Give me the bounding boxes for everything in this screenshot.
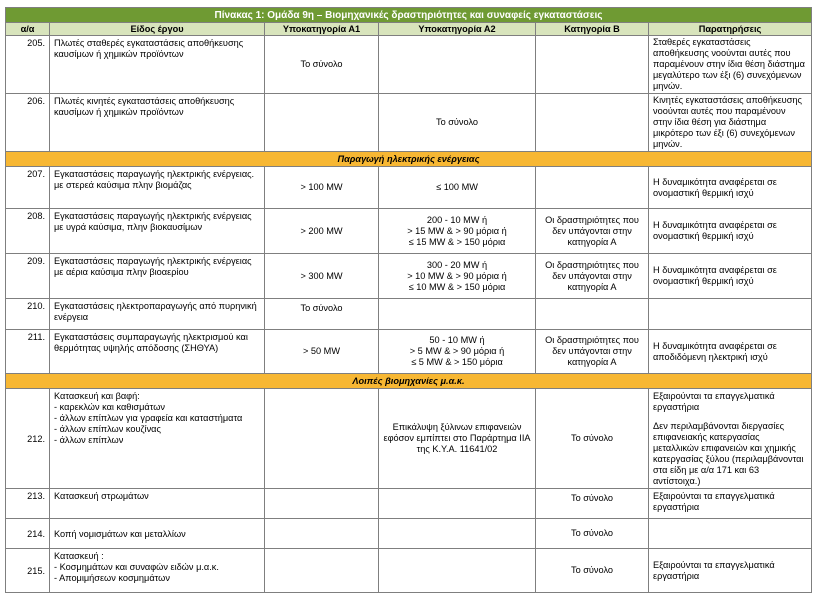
desc-line: - άλλων επίπλων κουζίνας bbox=[54, 424, 161, 434]
project-type: Πλωτές σταθερές εγκαταστάσεις αποθήκευσης καυσίμων ή χημικών προϊόντων bbox=[50, 36, 265, 94]
desc-line: - άλλων επίπλων bbox=[54, 435, 124, 445]
cat-b bbox=[536, 299, 649, 330]
subcat-a2: Επικάλυψη ξύλινων επιφανειών εφόσον εμπίπτει στο Παράρτημα ΙΙΑ της Κ.Υ.Α. 11641/02 bbox=[379, 389, 536, 489]
section-row-energy bbox=[6, 152, 812, 167]
table-row bbox=[6, 209, 812, 254]
table-row bbox=[6, 94, 812, 152]
table-row bbox=[6, 167, 812, 209]
cat-b: Οι δραστηριότητες που δεν υπάγονται στην κατηγορία Α bbox=[536, 254, 649, 299]
remark-line: Δεν περιλαμβάνονται διεργασίες επιφανειακής κατεργασίας μεταλλικών επιφανειών και χημικής κατεργασίας ξύλου (περιλαμβάνονται στα είδη με α/α 171 και 63 αντίστοιχα.) bbox=[653, 421, 804, 486]
cat-b: Το σύνολο bbox=[536, 389, 649, 489]
subcat-a2 bbox=[379, 299, 536, 330]
table-row bbox=[6, 330, 812, 374]
table-container bbox=[5, 7, 812, 593]
row-number: 207. bbox=[6, 167, 50, 209]
a2-line: > 5 MW & > 90 μόρια ή bbox=[409, 346, 505, 356]
col-header-a1: Υποκατηγορία Α1 bbox=[265, 23, 379, 36]
remarks: Η δυναμικότητα αναφέρεται σε ονομαστική θερμική ισχύ bbox=[649, 254, 812, 299]
desc-line: - άλλων επίπλων για γραφεία και καταστήματα bbox=[54, 413, 243, 423]
cat-b: Οι δραστηριότητες που δεν υπάγονται στην κατηγορία Α bbox=[536, 209, 649, 254]
section-title: Λοιπές βιομηχανίες μ.α.κ. bbox=[6, 374, 812, 389]
table-row bbox=[6, 254, 812, 299]
project-type: Εγκαταστάσεις ηλεκτροπαραγωγής από πυρηνική ενέργεια bbox=[50, 299, 265, 330]
row-number: 215. bbox=[6, 549, 50, 593]
header-row bbox=[6, 23, 812, 36]
col-header-b: Κατηγορία Β bbox=[536, 23, 649, 36]
subcat-a1: Το σύνολο bbox=[265, 299, 379, 330]
remarks bbox=[649, 299, 812, 330]
cat-b: Το σύνολο bbox=[536, 489, 649, 519]
table-row bbox=[6, 36, 812, 94]
project-type bbox=[50, 549, 265, 593]
row-number: 214. bbox=[6, 519, 50, 549]
table-row bbox=[6, 549, 812, 593]
desc-line: - Απομιμήσεων κοσμημάτων bbox=[54, 573, 170, 583]
cat-b bbox=[536, 36, 649, 94]
remarks: Εξαιρούνται τα επαγγελματικά εργαστήρια bbox=[649, 549, 812, 593]
subcat-a1 bbox=[265, 519, 379, 549]
table-title-row bbox=[6, 8, 812, 23]
remarks: Εξαιρούνται τα επαγγελματικά εργαστήρια bbox=[649, 489, 812, 519]
subcat-a2 bbox=[379, 167, 536, 209]
subcat-a1: > 50 MW bbox=[265, 330, 379, 374]
subcat-a2 bbox=[379, 254, 536, 299]
a2-line: ≤ 15 MW & > 150 μόρια bbox=[408, 236, 506, 247]
table-row bbox=[6, 519, 812, 549]
subcat-a1 bbox=[265, 489, 379, 519]
subcat-a2 bbox=[379, 36, 536, 94]
col-header-type: Είδος έργου bbox=[50, 23, 265, 36]
subcat-a2: Το σύνολο bbox=[379, 94, 536, 152]
subcat-a1 bbox=[265, 549, 379, 593]
a2-line: 50 - 10 MW ή bbox=[429, 335, 485, 345]
remarks bbox=[649, 519, 812, 549]
table-row bbox=[6, 299, 812, 330]
desc-line: - καρεκλών και καθισμάτων bbox=[54, 402, 165, 412]
remarks: Κινητές εγκαταστάσεις αποθήκευσης νοούνται αυτές που παραμένουν στην ίδια θέση για διάστημα μικρότερο των έξι (6) συνεχόμενων μηνών. bbox=[649, 94, 812, 152]
col-header-num: α/α bbox=[6, 23, 50, 36]
subcat-a1: > 100 MW bbox=[265, 167, 379, 209]
remarks: Η δυναμικότητα αναφέρεται σε αποδιδόμενη ηλεκτρική ισχύ bbox=[649, 330, 812, 374]
remarks: Η δυναμικότητα αναφέρεται σε ονομαστική θερμική ισχύ bbox=[649, 209, 812, 254]
project-type: Εγκαταστάσεις παραγωγής ηλεκτρικής ενέργειας με υγρά καύσιμα, πλην βιοκαυσίμων bbox=[50, 209, 265, 254]
table-title: Πίνακας 1: Ομάδα 9η – Βιομηχανικές δραστηριότητες και συναφείς εγκαταστάσεις bbox=[6, 8, 812, 23]
a2-line: ≤ 100 MW bbox=[436, 182, 478, 192]
remarks: Σταθερές εγκαταστάσεις αποθήκευσης νοούνται αυτές που παραμένουν στην ίδια θέση διάστημα μεγαλύτερο των έξι (6) συνεχόμενων μηνών. bbox=[649, 36, 812, 94]
row-number: 213. bbox=[6, 489, 50, 519]
subcat-a1 bbox=[265, 94, 379, 152]
row-number: 211. bbox=[6, 330, 50, 374]
subcat-a1: > 300 MW bbox=[265, 254, 379, 299]
a2-line: > 10 MW & > 90 μόρια ή bbox=[407, 270, 507, 281]
a2-line: 300 - 20 MW ή bbox=[426, 259, 488, 270]
cat-b: Το σύνολο bbox=[536, 549, 649, 593]
project-type: Πλωτές κινητές εγκαταστάσεις αποθήκευσης καυσίμων ή χημικών προϊόντων bbox=[50, 94, 265, 152]
table-row bbox=[6, 389, 812, 489]
activities-table bbox=[5, 7, 812, 593]
remark-line: Εξαιρούνται τα επαγγελματικά εργαστήρια bbox=[653, 391, 775, 412]
a2-line: > 15 MW & > 90 μόρια ή bbox=[407, 225, 507, 236]
subcat-a1: Το σύνολο bbox=[265, 36, 379, 94]
project-type: Κατασκευή στρωμάτων bbox=[50, 489, 265, 519]
section-title: Παραγωγή ηλεκτρικής ενέργειας bbox=[6, 152, 812, 167]
row-number: 209. bbox=[6, 254, 50, 299]
cat-b bbox=[536, 167, 649, 209]
remarks bbox=[649, 389, 812, 489]
col-header-a2: Υποκατηγορία Α2 bbox=[379, 23, 536, 36]
cat-b: Οι δραστηριότητες που δεν υπάγονται στην κατηγορία Α bbox=[536, 330, 649, 374]
a2-line: ≤ 5 MW & > 150 μόρια bbox=[411, 357, 503, 367]
row-number: 205. bbox=[6, 36, 50, 94]
project-type: Κοπή νομισμάτων και μεταλλίων bbox=[50, 519, 265, 549]
row-number: 208. bbox=[6, 209, 50, 254]
subcat-a1 bbox=[265, 389, 379, 489]
subcat-a2 bbox=[379, 549, 536, 593]
project-type: Εγκαταστάσεις συμπαραγωγής ηλεκτρισμού και θερμότητας υψηλής απόδοσης (ΣΗΘΥΑ) bbox=[50, 330, 265, 374]
subcat-a2 bbox=[379, 519, 536, 549]
remarks: Η δυναμικότητα αναφέρεται σε ονομαστική θερμική ισχύ bbox=[649, 167, 812, 209]
subcat-a1: > 200 MW bbox=[265, 209, 379, 254]
subcat-a2 bbox=[379, 489, 536, 519]
desc-line: Κατασκευή : bbox=[54, 551, 104, 561]
a2-line: ≤ 10 MW & > 150 μόρια bbox=[408, 281, 506, 292]
cat-b bbox=[536, 94, 649, 152]
row-number: 210. bbox=[6, 299, 50, 330]
project-type bbox=[50, 389, 265, 489]
section-row-other bbox=[6, 374, 812, 389]
project-type: Εγκαταστάσεις παραγωγής ηλεκτρικής ενέργειας. με στερεά καύσιμα πλην βιομάζας bbox=[50, 167, 265, 209]
project-type: Εγκαταστάσεις παραγωγής ηλεκτρικής ενέργειας με αέρια καύσιμα πλην βιοαερίου bbox=[50, 254, 265, 299]
cat-b: Το σύνολο bbox=[536, 519, 649, 549]
a2-line: 200 - 10 MW ή bbox=[426, 214, 488, 225]
subcat-a2 bbox=[379, 209, 536, 254]
desc-line: Κατασκευή και βαφή: bbox=[54, 391, 140, 401]
desc-line: - Κοσμημάτων και συναφών ειδών μ.α.κ. bbox=[54, 562, 219, 572]
col-header-remarks: Παρατηρήσεις bbox=[649, 23, 812, 36]
subcat-a2 bbox=[379, 330, 536, 374]
row-number: 206. bbox=[6, 94, 50, 152]
row-number: 212. bbox=[6, 389, 50, 489]
table-row bbox=[6, 489, 812, 519]
